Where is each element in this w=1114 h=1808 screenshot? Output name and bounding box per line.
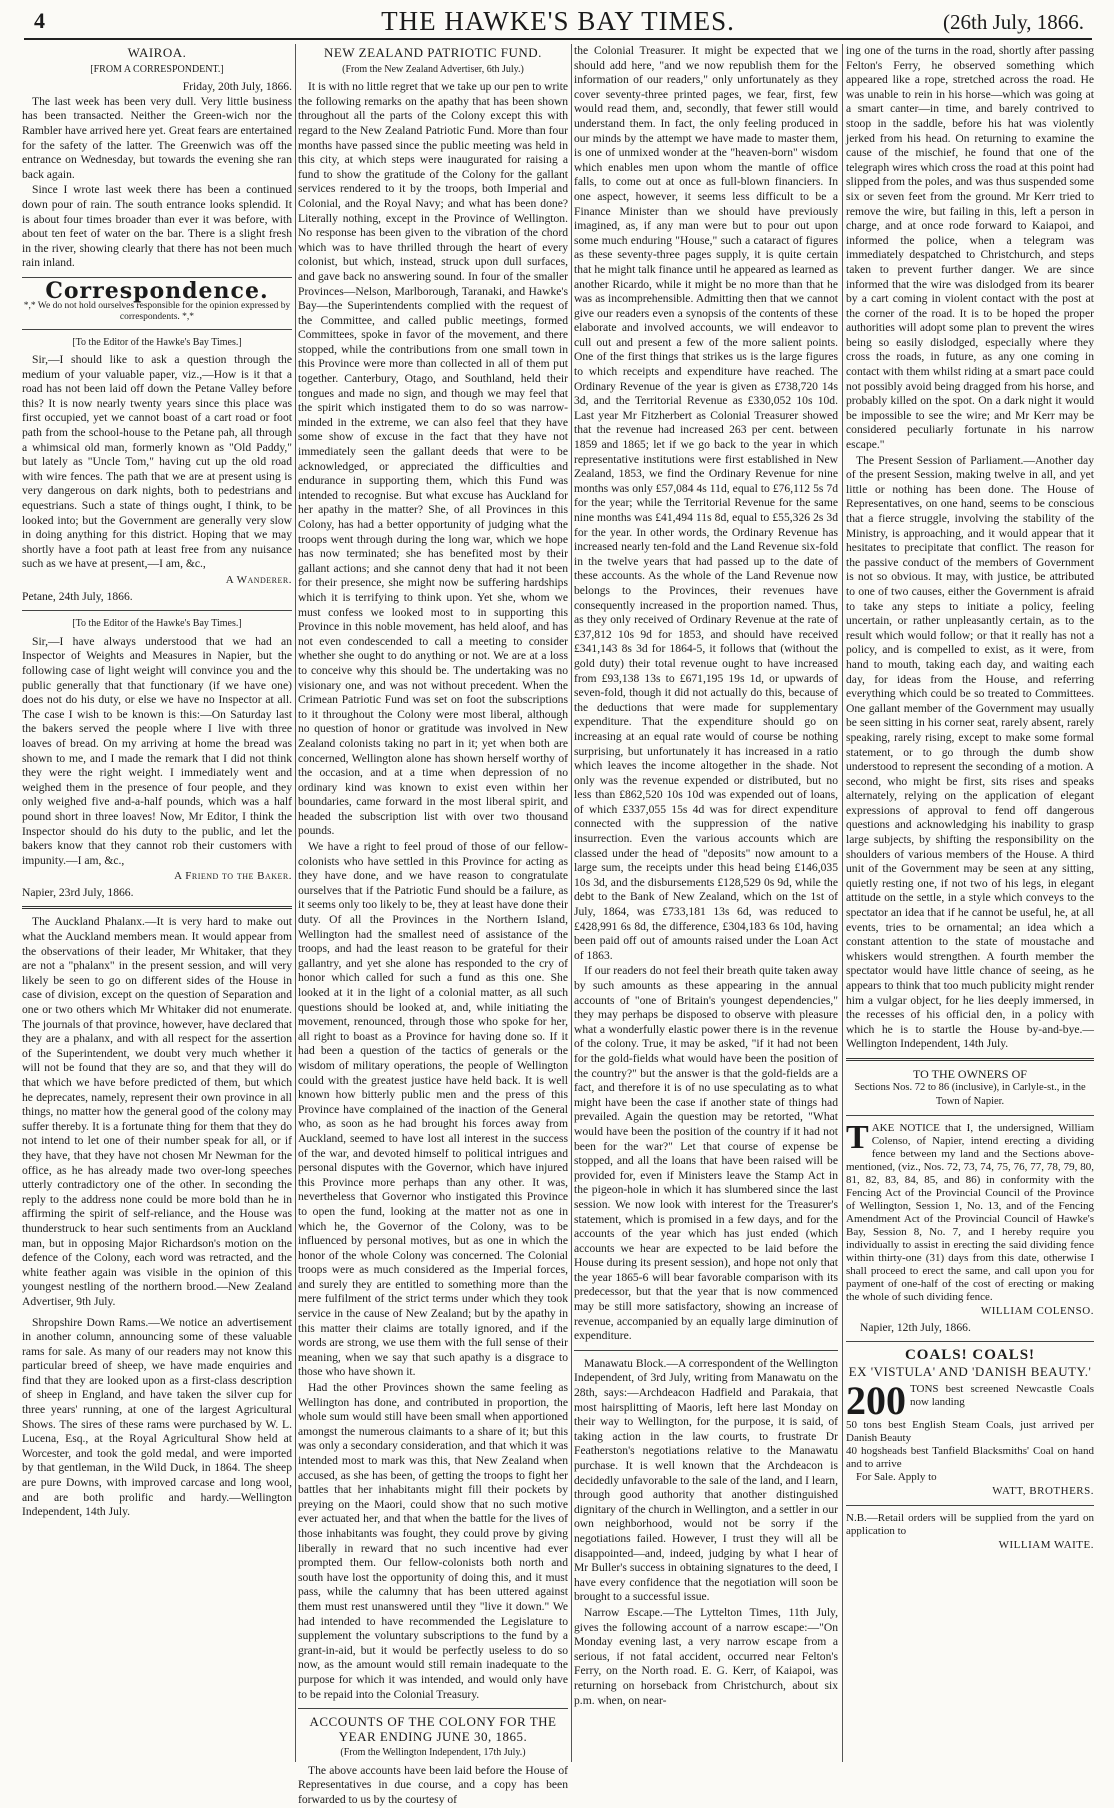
correspondence-heading: Correspondence.	[45, 277, 269, 304]
correspondence-disclaimer: *,* We do not hold ourselves responsible for the opinion expressed by correspondents. *,*	[23, 300, 291, 322]
coals-line: 50 tons best English Steam Coals, just arrived per Danish Beauty	[846, 1419, 1094, 1445]
accounts-paragraph: The above accounts have been laid before the House of Representatives in due course, and a copy has been forwarded to us by the courtesy of	[298, 1763, 568, 1807]
section-rule	[22, 610, 292, 611]
coals-signature: WILLIAM WAITE.	[998, 1538, 1094, 1551]
accounts-continued: the Colonial Treasurer. It might be expected that we should add here, "and we now republish them for the information of our readers," only unfortunately as they cover seventy-three printed pages, we fear, first, few would read them, and, secondly, that fewer still would understand them. In fact, the only feeling produced in our minds by the attempt we have made to master them, is one of unmixed wonder at the "heaven-born" wisdom which enables men upon whom the mantle of office falls, to come out at once as full-blown financiers. In one aspect, however, it seems less difficult to be a Finance Minister than we should have previously imagined, as, if any man were but to pour out upon some much enduring "House," such a cataract of figures as these seventy-three pages supply, it is quite certain that he might talk finance until he appeared as learned as another Ricardo, while it might be no more than that he was as incomprehensible. Admitting then that we cannot give our readers even a synopsis of the contents of these elaborate and involved accounts, we will endeavor to cull out and present a few of the more salient points. One of the first things that strikes us is the large figures to which receipts and expenditure have reached. The Ordinary Revenue of the year is given as £738,720 14s 3d, and the Territorial Revenue as £330,052 10s 10d. Last year Mr Fitzherbert as Colonial Treasurer showed that the revenue had increased 263 per cent. between 1859 and 1865; let if we go back to the year in which representative institutions were first established in New Zealand, 1853, we find the Ordinary Revenue for nine months was only £57,084 4s 11d, equal to £76,112 5s 7d for the year; while the Territorial Revenue for the same nine months was £41,494 11s 8d, equal to £55,326 2s 3d for the year. In other words, the Ordinary Revenue has increased nearly ten-fold and the Land Revenue six-fold in the twelve years that had passed up to the date of these accounts. As the whole of the Land Revenue now belongs to the Provinces, their revenues have consequently increased in the proportion named. Thus, as they only received of Ordinary Revenue at the rate of £37,812 10s 9d for 1853, and should have received £341,143 8s 3d for 1864-5, it follows that (without the gold duty) their total revenue ought to have increased from £93,138 13s to £671,195 19s 1d, or upwards of seven-fold, though it did not actually do this, because of the deductions that were made for supplementary expenditure. That the expenditure should go on increasing at an equal rate would of course be nothing surprising, but unfortunately it has increased in a ratio which leaves the income altogether in the shade. Not only was the revenue expended or distributed, but no less than £862,520 10s 10d was expended out of loans, of which £337,055 15s 4d was for direct expenditure connected with the suppression of the native insurrection. Even the various accounts which are classed under the head of "deposits" now amount to a large sum, the receipts under this head being £146,035 10s 3d, and the disbursements £128,529 0s 9d, while the debt to the Bank of New Zealand, which on the 1st of July, 1864, was £733,181 13s 6d, was reduced to £428,991 6s 8d, the difference, £304,183 6s 10d, having been paid off out of amounts raised under the Loan Act of 1863.	[574, 44, 838, 962]
coals-sale: For Sale. Apply to	[856, 1471, 937, 1484]
patriotic-fund-heading: NEW ZEALAND PATRIOTIC FUND.	[324, 45, 542, 60]
notice-body: AKE NOTICE that I, the undersigned, William Colenso, of Napier, intend erecting a dividing fence between my land and the Sections above-mentioned, (viz., Nos. 72, 73, 74, 75, 76, 77, 78, 79, 80, 81, 82, 83, 84, 85, and 86) in conformity with the Fencing Act of the Provincial Council of the Province of Wellington, Session 1, No. 13, and of the Fencing Amendment Act of the Provincial Council of Hawke's Bay, Session 8, No. 7, and I hereby require you individually to assist in erecting the said dividing fence within thirty-one (31) days from this date, otherwise I shall proceed to erect the same, and call upon you for payment of one-half of the cost of erecting or making the whole of such dividing fence.	[846, 1121, 1094, 1303]
coals-advert	[846, 1378, 1094, 1424]
article-manawatu-block: Manawatu Block.—A correspondent of the Wellington Independent, of 3rd July, writing from Manawatu on the 28th, says:—Archdeacon Hadfield and Parakaia, that most hairsplitting of Maoris, left here last Monday on their way to Wellington, for the purpose, it is said, of taking action in the law courts, to frustrate Dr Featherston's negotiations relative to the Manawatu purchase. It is well known that the Archdeacon is decidedly unfavorable to the sale of the land, and I learn, through good authority that another distinguished dignitary of the church in Wellington, and a settler in our own neighborhood, would not be sorry if the negotiations failed. However, I trust they will all be disappointed—and, indeed, judging by what I hear of Mr Buller's success in obtaining signatures to the deed, I have every confidence that the negotiation will soon be brought to a successful issue.	[574, 1356, 838, 1604]
article-shropshire-rams: Shropshire Down Rams.—We notice an advertisement in another column, announcing some of these valuable rams for sale. As many of our readers may not know this particular breed of sheep, we have made enquiries and find that they are looked upon as a first-class description of sheep in England, and have taken the silver cup for three years' running, at one of the largest Agricultural Shows. The sires of these rams were purchased by W. L. Lucena, Esq., at the Royal Agricultural Show held at Worcester, and took the gold medal, and were imported by that gentleman, in the Wild Duck, in 1864. The sheep are pure Downs, with improved carcase and long wool, and are both prolific and hardy.—Wellington Independent, 14th July.	[22, 1315, 292, 1519]
article-auckland-phalanx: The Auckland Phalanx.—It is very hard to make out what the Auckland members mean. It would appear from the observations of their leader, Mr Whitaker, that they are not a "phalanx" in the present session, and will very likely be seen to go on different sides of the House in case of division, except on the question of Separation and one or two others which Mr Whitaker did not enumerate. The journals of that province, however, have declared that they are a phalanx, and with all respect for the assertion of the Superintendent, we doubt very much whether it will not be found that they are so, and that they will do that which we have before predicted of them, but which he deprecates, namely, represent their own province in all things, no matter how the general good of the colony may suffer thereby. It is a fortunate thing for them that they do not intend to let one of their number speak for all, or if they have, that they have not chosen Mr Newman for the office, as he has already made two over-long speeches utterly contradictory one of the other. In seconding the reply to the address none could be more bold than he in affirming the spirit of self-reliance, and the House was thunderstruck to hear such sentiments from an Auckland man, but in opposing Major Richardson's motion on the defence of the Colony, each word was retracted, and the white feather again was visible in the opinion of this youngest nestling of the northern brood.—New Zealand Advertiser, 9th July.	[22, 915, 292, 1308]
notice-signature: WILLIAM COLENSO.	[980, 1304, 1094, 1317]
letter-signature: A Friend to the Baker.	[174, 870, 292, 883]
coals-shipments: EX 'VISTULA' AND 'DANISH BEAUTY.'	[848, 1363, 1092, 1379]
column-1	[22, 44, 292, 1762]
accounts-heading: ACCOUNTS OF THE COLONY FOR THE YEAR ENDING JUNE 30, 1865.	[309, 1714, 557, 1744]
letter-address: [To the Editor of the Hawke's Bay Times.]	[72, 336, 242, 348]
section-rule	[22, 329, 292, 330]
accounts-paragraph: If our readers do not feel their breath quite taken away by such amounts as these appearing in the annual accounts of "one of Britain's youngest dependencies," they may perhaps be disposed to observe with pleasure what a wonderfully elastic power there is in the revenue of the colony. True, it may be asked, "if it had not been for the gold-fields what would have been the position of the country?" but the answer is that the gold-fields are a fact, and therefore it is of no use speculating as to what might have been the case if another state of things had prevailed. Again the question may be retorted, "What would have been the position of the country if it had not been for the war?" Let that course of expense be stopped, and all the loans that have been raised will be provided for, even if Ministers leave the Stamp Act in the pigeon-hole in which it has slumbered since the last session. We now look with interest for the Treasurer's statement, which is promised in a few days, and for the accounts of the year which has just ended (which accounts we hear are expected to be laid before the House during its present session), and hope not only that the year 1865-6 will bear favorable comparison with its predecessor, but that the year that is now commenced may be still more satisfactory, showing an increase of revenue, accompanied by an equally large diminution of expenditure.	[574, 964, 838, 1343]
letter-place-date: Napier, 23rd July, 1866.	[22, 885, 134, 899]
coals-line: 40 hogsheads best Tanfield Blacksmiths' Coal on hand and to arrive	[846, 1445, 1094, 1471]
article-present-session: The Present Session of Parliament.—Another day of the present Session, making twelve in all, and yet little or nothing has been done. The House of Representatives, on one hand, seems to be conscious that a fierce struggle, involving the stability of the Ministry, is approaching, and it would appear that it hesitates to precipitate that conflict. The reason for the passive conduct of the members of Government is not so obvious. It may, with justice, be attributed to one of two causes, either the Government is afraid to take any steps to initiate a policy, feeling uncertain, or rather unpleasantly certain, as to the result which would follow; or that it really has not a policy, and is compelled to exist, as it were, from hand to mouth, taking each day, and waiting each day, for ideas from the House, and referring everything which could be so treated to Committees. One gallant member of the Government may usually be seen sitting in his corner seat, rarely absent, rarely speaking, rarely rising, except to make some formal statement, or to go through the dumb show understood to represent the seconding of a motion. A second, who might be first, sits rises and speaks alternately, relying on the application of elegant expressions of approval to fend off dangerous questions and acknowledging his inability to grasp large subjects, by shifting the responsibility on the shoulders of various members of the House. A third unit of the Government may be seen at any sitting, quietly resting one, if not two of his legs, in elegant attitude on the settle, in a style which conveys to the spectator an idea that if he cannot be useful, he, at all events, tries to be ornamental; an idea which a constant attention to the state of moustache and whiskers would strengthen. A fourth member the spectator would have little chance of seeing, as he appears to think that too much publicity might render him a vulgar object, for he lies deeply immersed, in the recesses of his official den, in a policy with which he is to startle the House by-and-bye.—Wellington Independent, 14th July.	[846, 453, 1094, 1051]
article-narrow-escape: Narrow Escape.—The Lyttelton Times, 11th July, gives the following account of a narrow escape:—"On Monday evening last, a very narrow escape from a serious, if not fatal accident, occurred near Felton's Ferry, on the North road. E. G. Kerr, of Kaiapoi, was returning on horseback from Christchurch, about six p.m. when, on near-	[574, 1605, 838, 1707]
section-rule	[298, 1708, 568, 1709]
notice-date: Napier, 12th July, 1866.	[860, 1320, 971, 1334]
column-3	[574, 44, 838, 1762]
accounts-source: (From the Wellington Independent, 17th July.)	[340, 1747, 526, 1759]
column-divider	[842, 44, 843, 1762]
coals-heading: COALS! COALS!	[904, 1347, 1036, 1364]
issue-date: (26th July, 1866.	[943, 10, 1084, 34]
masthead	[24, 6, 1092, 36]
letter-body: Sir,—I should like to ask a question through the medium of your valuable paper, viz.,—How is it that a road has not been laid off down the Petane Valley before this? It is now nearly twenty years since this place was first occupied, yet we cannot boast of a cart road or foot path from the school-house to the Petane pah, all through a whimsical old man, formerly known as "Old Paddy," but lately as "Uncle Tom," having cut up the old road with wire fences. The path that we are at present using is very dangerous on dark nights, both to pedestrians and equestrians. Such a state of things ought, I think, to be looked into; but the Government are generally very slow in doing anything for this district. Hoping that we may shortly have a foot path at least free from any nuisance such as we have at present,—I am, &c.,	[22, 353, 292, 571]
letter-body: Sir,—I have always understood that we had an Inspector of Weights and Measures in Napier, but the following case of light weight will convince you and the public generally that that functionary (if we have one) does not do his duty, or else we have no Inspector at all. The case I wish to be known is this:—On Saturday last the bakers served the people where I live with three loaves of bread. On my arriving at home the bread was shown to me, and I made the remark that I did not think they were the right weight. I immediately went and weighed them in the presence of four people, and they only weighed five and-a-half pounds, which was a half pound short in three loaves! Now, Mr Editor, I think the Inspector should do his duty to the public, and let the bakers know that they cannot rob their customers with impunity.—I am, &c.,	[22, 634, 292, 867]
section-rule	[574, 1350, 838, 1351]
notice-subheading: Sections Nos. 72 to 86 (inclusive), in Carlyle-st., in the Town of Napier.	[854, 1081, 1086, 1107]
section-rule	[846, 1341, 1094, 1342]
coals-nb: N.B.—Retail orders will be supplied from the yard on application to	[846, 1511, 1094, 1537]
fence-notice	[846, 1118, 1094, 1304]
patriotic-fund-paragraph: We have a right to feel proud of those of our fellow-colonists who have settled in this Province for acting as they have done, and we have reason to congratulate ourselves that if the Patriotic Fund should be a failure, as it seems only too likely to be, they at least have done their duty. Of all the Provinces in the Northern Island, Wellington had the smallest need of assistance of the troops, and had the least reason to be grateful for their gallantry, and yet she alone has responded to the cry of honor which called for such a fund as this one. She looked at it in the light of a colonial matter, as all such questions should be looked at, and, while initiating the movement, renounced, through those who spoke for her, all right to boast as a Province for having done so. If it had been a question of the tactics of generals or the wisdom of military operations, the people of Wellington could with the greatest justice have held back. It is well known how bitterly public men and the press of this Province have complained of the inaction of the General who, as soon as he had brought his forces away from Auckland, seemed to have lost all interest in the success of the war, and devoted himself to political intrigues and personal disputes with the Governor, which have injured this Province more perhaps than any other. It was, nevertheless that Governor who instigated this Province to open the fund, looking at the matter not as one in which he, the Governor of the Colony, was to be influenced by personal motives, but as one in which the honor of the whole Colony was concerned. The Colonial troops were as much considered as the Imperial forces, and surely they are entitled to something more than the mere fulfilment of the strict terms under which they took service in the cause of New Zealand; but by the apathy in this matter their claims are totally ignored, and if the words are strong, we use them with the full sense of their meaning, when we say that such apathy is a disgrace to those who have shown it.	[298, 840, 568, 1379]
column-2	[298, 44, 568, 1807]
column-divider	[571, 44, 572, 1762]
narrow-escape-continued: ing one of the turns in the road, shortly after passing Felton's Ferry, he observed something which appeared like a rope, stretched across the road. He was unable to rein in his horse—which was going at a smart canter—in time, and barely contrived to stoop in the saddle, before his hat was violently jerked from his head. On returning to examine the cause of the mischief, he found that one of the telegraph wires which cross the road at this point had slipped from the poles, and was thus suspended some six or seven feet from the ground. Mr Kerr tried to remove the wire, but failing in this, left a person in charge, and at once rode forward to Kaiapoi, and informed the police, when a telegram was immediately despatched to Christchurch, and steps taken to prevent further danger. We are since informed that the wire was dislodged from its bearer by a cart coming in violent contact with the post at the corner of the road. It is to be hoped the proper authorities will adopt some plan to prevent the wires being so easily dislodged, especially where they cross the roads, in future, as any one coming in contact with them whilst riding at a smart pace could not possibly avoid being dragged from his horse, and probably killed on the spot. On a dark night it would be impossible to see the wire; and Mr Kerr may be considered peculiarly fortunate in his narrow escape."	[846, 44, 1094, 452]
patriotic-fund-paragraph: It is with no little regret that we take up our pen to write the following remarks on the apathy that has been shown throughout all the parts of the Colony except this with regard to the New Zealand Patriotic Fund. More than four months have passed since the public meeting was held in this city, at which steps were inaugurated for raising a fund to show the gratitude of the Colony for the gallant services rendered to it by the troops, both Imperial and Colonial, and the Royal Navy; and what has been done? Literally nothing, except in the Province of Wellington. No response has been given to the vibration of the chord which was to have thrilled through the heart of every colonist, but which, instead, struck upon dull surfaces, and gave back no answering sound. In four of the smaller Provinces—Nelson, Marlborough, Taranaki, and Hawke's Bay—the Superintendents complied with the request of the Committee, and called public meetings, formed Committees, spoke in favor of the movement, and there stopped, while the contributions from one small town in this Province were more than collected in all of them put together. Canterbury, Otago, and Southland, held their tongues and made no sign, and though we may feel that the spirit which instigated them to do so was narrow-minded in the extreme, we can also feel that they have some show of excuse in the fact that they have not immediately seen the gallant deeds that were to be acknowledged, or appreciated the difficulties and endurance in supporting them, which this Fund was intended to recognise. But what excuse has Auckland for her apathy in the matter? She, of all Provinces in this Colony, has had a better opportunity of judging what the troops went through during the long war, which we hope has now terminated; she has benefited most by their gallant actions; and she cannot deny that had it not been for their presence, she might now be suffering hardships which it is terrifying to think upon. Yet she, whom we must confess we looked most to in supporting this Province in this noble movement, has held aloof, and has not even condescended to call a meeting to consider whether she ought to do anything or not. We are at a loss to conceive why this should be. The undertaking was no visionary one, and was not without precedent. When the Crimean Patriotic Fund was set on foot the subscriptions to it throughout the Colony were most liberal, although no question of honor or gratitude was involved in New Zealand colonists taking no part in it; yet when both are concerned, Wellington alone has shown herself worthy of the occasion, and at a time when depression of no ordinary kind was known to exist even within her boundaries, came forward in the most liberal spirit, and headed the subscription list with over two thousand pounds.	[298, 80, 568, 838]
notice-heading: TO THE OWNERS OF	[913, 1066, 1027, 1081]
coals-signature: WATT, BROTHERS.	[992, 1485, 1094, 1498]
newspaper-title: THE HAWKE'S BAY TIMES.	[381, 6, 735, 36]
coals-line: TONS best screened Newcastle Coals now landing	[910, 1383, 1094, 1409]
section-rule	[846, 1505, 1094, 1506]
wairoa-date: Friday, 20th July, 1866.	[182, 80, 292, 94]
column-4	[846, 44, 1094, 1762]
notice-dropcap: T	[846, 1118, 869, 1156]
masthead-rule	[24, 38, 1092, 40]
patriotic-fund-source: (From the New Zealand Advertiser, 6th July.)	[342, 63, 524, 75]
page-number: 4	[34, 8, 45, 33]
wairoa-from: [FROM A CORRESPONDENT.]	[90, 63, 224, 75]
coals-tonnage: 200	[846, 1378, 906, 1424]
section-rule	[846, 1115, 1094, 1116]
letter-address: [To the Editor of the Hawke's Bay Times.]	[72, 618, 242, 630]
letter-signature: A Wanderer.	[225, 574, 292, 586]
patriotic-fund-paragraph: Had the other Provinces shown the same feeling as Wellington has done, and contributed in proportion, the whole sum would still have been small when apportioned amongst the numerous claimants to a share of it; but this was only a secondary consideration, and that which it was intended most to mark was this, that New Zealand when accused, as she has been, of getting the troops to fight her battles that her inhabitants might fill their pockets by preying on the Maori, could show that no such motive ever actuated her, and that when the battle for the lives of those inhabitants was fought, they could prove by giving liberally in reward that no such incentive had ever prompted them. Our fellow-colonists both north and south have lost the opportunity of doing this, and it must pass, while the calumny that has been uttered against them must rest unanswered until they "live it down." We had intended to have recommended the Legislature to supplement the voluntary subscriptions to the fund by a grant-in-aid, but it would be perfectly useless to do so now, as the amount would still remain inadequate to the purpose for which it was intended, and would only have to be repaid into the Colonial Treasury.	[298, 1381, 568, 1701]
column-divider	[295, 44, 296, 1762]
section-rule	[22, 906, 292, 909]
wairoa-paragraph: Since I wrote last week there has been a continued down pour of rain. The south entrance looks splendid. It is about four times broader than ever it was before, with about ten feet of water on the bar. There is a slight fresh in the river, showing clearly that there has not been much rain inland.	[22, 183, 292, 270]
section-rule	[846, 1058, 1094, 1061]
letter-place-date: Petane, 24th July, 1866.	[22, 589, 133, 603]
wairoa-heading: WAIROA.	[127, 45, 187, 60]
wairoa-paragraph: The last week has been very dull. Very little business has been transacted. Neither the Green-wich nor the Rambler have arrived here yet. Great fears are entertained for the safety of the latter. The Greenwich was off the entrance on Wednesday, but towards the evening she ran back again.	[22, 94, 292, 181]
